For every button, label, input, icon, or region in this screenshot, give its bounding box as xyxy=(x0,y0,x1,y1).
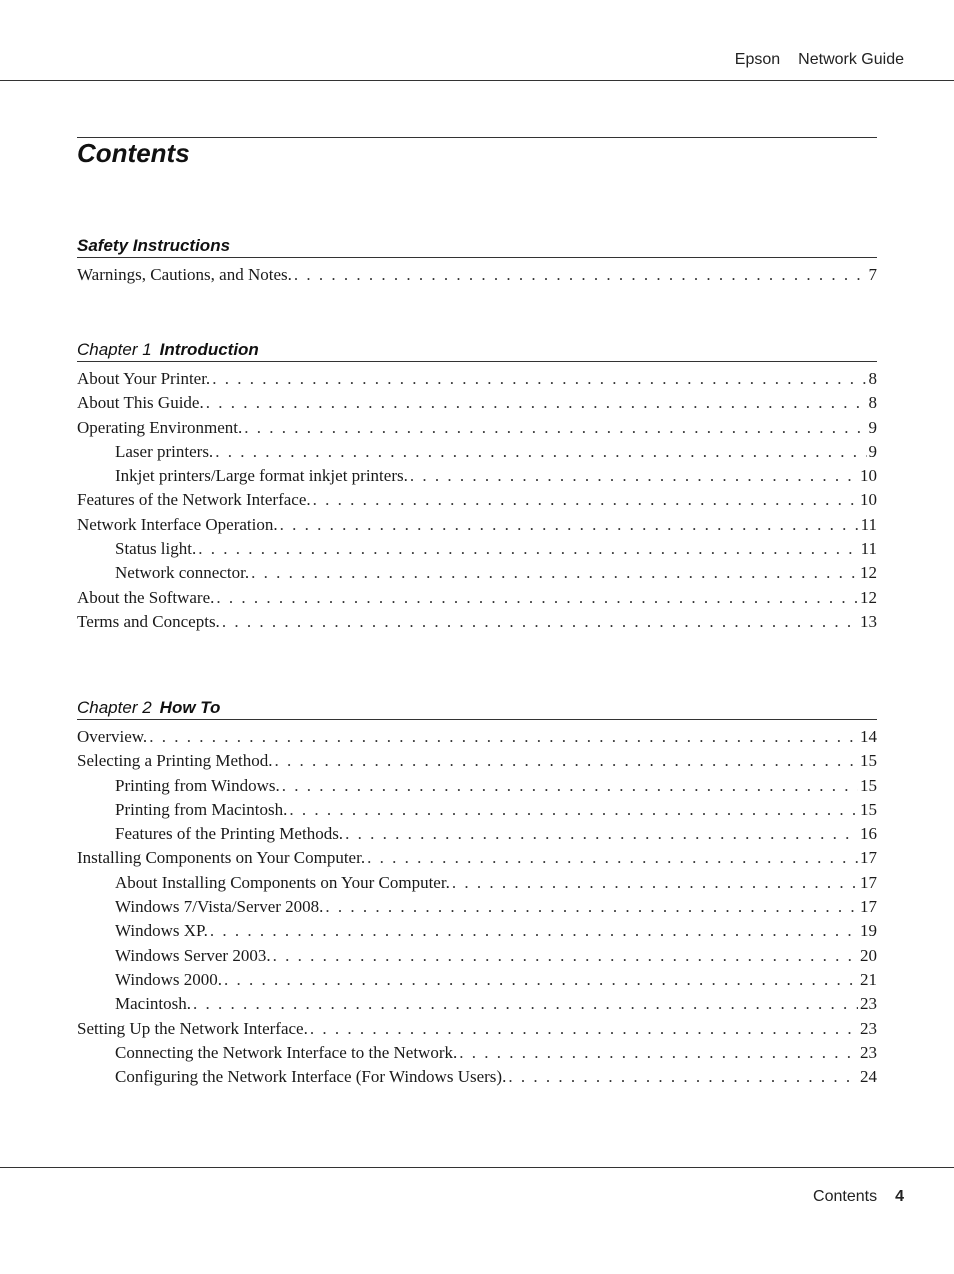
toc-leader-dots xyxy=(313,488,858,512)
toc-entry[interactable] xyxy=(77,586,877,610)
page-footer xyxy=(813,1188,904,1206)
toc-leader-dots xyxy=(289,798,858,822)
toc-entry-text: Connecting the Network Interface to the Network. xyxy=(115,1042,458,1062)
toc-entry-page: 17 xyxy=(860,848,877,868)
toc-leader-dots xyxy=(459,1041,858,1065)
toc-entry[interactable] xyxy=(77,725,877,749)
toc-entries xyxy=(77,367,877,634)
toc-entry-page: 12 xyxy=(860,563,877,583)
toc-subentry[interactable] xyxy=(77,561,877,585)
chapter-title: Introduction xyxy=(159,340,259,359)
title-rule xyxy=(77,137,877,138)
toc-entry-page: 17 xyxy=(860,897,877,917)
page-number: 4 xyxy=(895,1188,904,1205)
toc-entry-text: Windows 7/Vista/Server 2008. xyxy=(115,897,324,917)
toc-leader-dots xyxy=(508,1065,858,1089)
toc-entry-text: Setting Up the Network Interface. xyxy=(77,1018,308,1038)
page-header xyxy=(0,0,954,81)
toc-leader-dots xyxy=(274,749,858,773)
toc-entry-text: Printing from Windows. xyxy=(115,775,280,795)
toc-entry[interactable] xyxy=(77,1017,877,1041)
toc-entry-page: 10 xyxy=(860,466,877,486)
toc-entry-text: Status light. xyxy=(115,539,197,559)
toc-leader-dots xyxy=(280,513,859,537)
toc-entry-page: 23 xyxy=(860,1042,877,1062)
toc-leader-dots xyxy=(198,537,858,561)
toc-entry-page: 15 xyxy=(860,799,877,819)
toc-leader-dots xyxy=(224,968,858,992)
chapter-title: How To xyxy=(159,698,221,717)
toc-subentry[interactable] xyxy=(77,944,877,968)
toc-entry-page: 17 xyxy=(860,872,877,892)
toc-entry[interactable] xyxy=(77,263,877,287)
toc-entry-text: About Installing Components on Your Computer. xyxy=(115,872,450,892)
toc-entry-page: 11 xyxy=(860,539,877,559)
toc-entry-text: Overview. xyxy=(77,727,148,746)
toc-leader-dots xyxy=(149,725,858,749)
toc-leader-dots xyxy=(193,992,858,1016)
toc-leader-dots xyxy=(244,416,866,440)
toc-entries xyxy=(77,725,877,1089)
toc-entry-page: 8 xyxy=(868,393,877,413)
toc-entry-page: 14 xyxy=(860,727,877,746)
toc-leader-dots xyxy=(282,774,858,798)
toc-entry-text: About Your Printer. xyxy=(77,369,211,388)
toc-entry-page: 20 xyxy=(860,945,877,965)
toc-entry-page: 12 xyxy=(860,587,877,607)
toc-entry-page: 11 xyxy=(860,514,877,534)
toc-leader-dots xyxy=(310,1017,858,1041)
section-heading xyxy=(77,697,877,720)
toc-entry[interactable] xyxy=(77,846,877,870)
header-text xyxy=(735,51,904,69)
toc-section-chapter-2 xyxy=(77,697,877,1089)
toc-leader-dots xyxy=(294,263,867,287)
page-title: Contents xyxy=(77,138,190,168)
chapter-label: Chapter 2 xyxy=(77,698,152,717)
toc-leader-dots xyxy=(212,367,866,391)
toc-subentry[interactable] xyxy=(77,440,877,464)
toc-entry-text: Selecting a Printing Method. xyxy=(77,751,273,771)
toc-entry-page: 10 xyxy=(860,490,877,510)
toc-entry-text: Laser printers. xyxy=(115,441,214,461)
toc-subentry[interactable] xyxy=(77,822,877,846)
section-heading xyxy=(77,235,877,258)
toc-leader-dots xyxy=(345,822,858,846)
toc-entries xyxy=(77,263,877,287)
toc-leader-dots xyxy=(367,846,858,870)
toc-entry-page: 21 xyxy=(860,969,877,989)
toc-subentry[interactable] xyxy=(77,1041,877,1065)
toc-entry[interactable] xyxy=(77,416,877,440)
toc-subentry[interactable] xyxy=(77,919,877,943)
toc-entry-text: About This Guide. xyxy=(77,393,204,413)
toc-entry[interactable] xyxy=(77,488,877,512)
toc-leader-dots xyxy=(215,440,866,464)
footer-rule xyxy=(0,1167,954,1168)
toc-entry[interactable] xyxy=(77,513,877,537)
toc-entry-page: 19 xyxy=(860,921,877,941)
toc-section-chapter-1 xyxy=(77,339,877,634)
toc-entry-text: Configuring the Network Interface (For Windows Users). xyxy=(115,1067,507,1087)
toc-entry-text: Windows Server 2003. xyxy=(115,945,271,965)
toc-entry-text: Terms and Concepts. xyxy=(77,611,220,631)
toc-entry-text: Printing from Macintosh. xyxy=(115,799,288,819)
toc-subentry[interactable] xyxy=(77,992,877,1016)
toc-entry-page: 8 xyxy=(868,369,877,388)
toc-entry-page: 16 xyxy=(860,824,877,844)
toc-entry-text: Network connector. xyxy=(115,563,250,583)
toc-entry[interactable] xyxy=(77,391,877,415)
toc-entry-page: 23 xyxy=(860,1018,877,1038)
toc-entry-text: About the Software. xyxy=(77,587,215,607)
toc-entry-text: Installing Components on Your Computer. xyxy=(77,848,366,868)
toc-section-safety xyxy=(77,235,877,287)
toc-entry-page: 9 xyxy=(868,417,877,437)
header-brand: Epson xyxy=(734,51,781,68)
toc-leader-dots xyxy=(210,919,858,943)
toc-leader-dots xyxy=(206,391,867,415)
toc-entry[interactable] xyxy=(77,749,877,773)
toc-entry-page: 15 xyxy=(860,751,877,771)
chapter-label: Chapter 1 xyxy=(77,340,152,359)
toc-entry-page: 9 xyxy=(868,441,877,461)
toc-entry-text: Network Interface Operation. xyxy=(77,514,278,534)
toc-entry-text: Warnings, Cautions, and Notes. xyxy=(77,265,292,284)
toc-subentry[interactable] xyxy=(77,774,877,798)
toc-leader-dots xyxy=(251,561,858,585)
toc-subentry[interactable] xyxy=(77,464,877,488)
toc-entry-page: 7 xyxy=(868,265,877,284)
toc-entry-text: Inkjet printers/Large format inkjet printers. xyxy=(115,466,408,486)
toc-entry-text: Features of the Network Interface. xyxy=(77,490,311,510)
toc-subentry[interactable] xyxy=(77,1065,877,1089)
toc-leader-dots xyxy=(325,895,858,919)
toc-entry-page: 24 xyxy=(860,1067,877,1087)
footer-label: Contents xyxy=(813,1188,878,1205)
toc-subentry[interactable] xyxy=(77,871,877,895)
toc-entry[interactable] xyxy=(77,367,877,391)
toc-leader-dots xyxy=(216,586,858,610)
toc-entry-text: Windows 2000. xyxy=(115,969,222,989)
toc-subentry[interactable] xyxy=(77,537,877,561)
toc-leader-dots xyxy=(222,610,858,634)
toc-entry-text: Operating Environment. xyxy=(77,417,243,437)
toc-entry-page: 13 xyxy=(860,611,877,631)
toc-leader-dots xyxy=(452,871,858,895)
toc-entry-text: Macintosh. xyxy=(115,994,192,1014)
toc-entry[interactable] xyxy=(77,610,877,634)
toc-subentry[interactable] xyxy=(77,798,877,822)
toc-entry-page: 15 xyxy=(860,775,877,795)
toc-entry-text: Features of the Printing Methods. xyxy=(115,824,344,844)
header-guide-title: Network Guide xyxy=(798,51,904,68)
toc-subentry[interactable] xyxy=(77,895,877,919)
toc-entry-text: Windows XP. xyxy=(115,921,208,941)
toc-entry-page: 23 xyxy=(860,994,877,1014)
section-title: Safety Instructions xyxy=(77,236,231,255)
toc-leader-dots xyxy=(410,464,858,488)
section-heading xyxy=(77,339,877,362)
toc-subentry[interactable] xyxy=(77,968,877,992)
toc-leader-dots xyxy=(273,944,858,968)
